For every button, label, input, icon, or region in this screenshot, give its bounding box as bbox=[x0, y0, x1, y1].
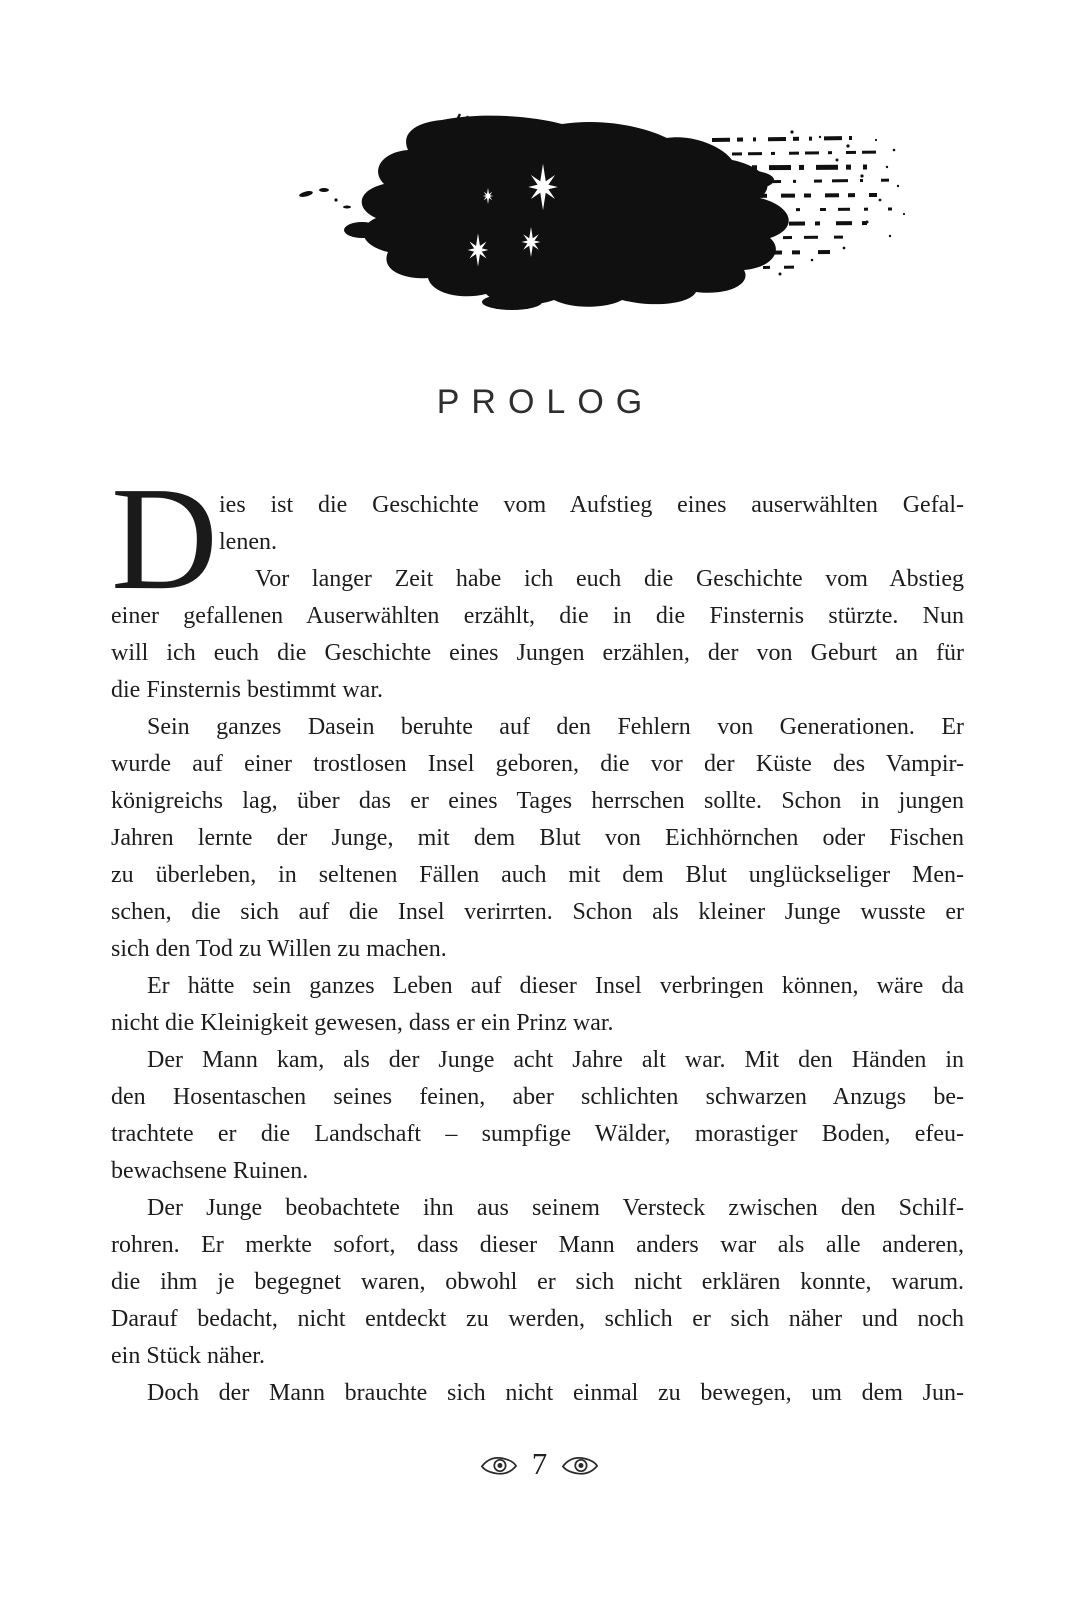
text-line: rohren. Er merkte sofort, dass dieser Mann anders war als alle anderen, bbox=[111, 1232, 964, 1258]
page-number: 7 bbox=[531, 1446, 548, 1481]
text-line: Er hätte sein ganzes Leben auf dieser Insel verbringen können, wäre da bbox=[147, 973, 964, 999]
text-line: ein Stück näher. bbox=[111, 1343, 265, 1369]
text-line: die Finsternis bestimmt war. bbox=[111, 677, 383, 703]
text-line: bewachsene Ruinen. bbox=[111, 1158, 309, 1184]
text-line: sich den Tod zu Willen zu machen. bbox=[111, 936, 447, 962]
ink-brush-art bbox=[292, 110, 912, 310]
chapter-heading: PROLOG bbox=[436, 383, 655, 421]
page-footer bbox=[0, 1446, 1079, 1481]
dropcap-letter: D bbox=[111, 457, 218, 621]
text-line: Doch der Mann brauchte sich nicht einmal zu bewegen, um dem Jun- bbox=[147, 1380, 964, 1406]
text-line: trachtete er die Landschaft – sumpfige Wälder, morastiger Boden, efeu- bbox=[111, 1121, 964, 1147]
eye-icon bbox=[561, 1454, 599, 1477]
text-column bbox=[111, 457, 964, 1412]
text-line: Der Mann kam, als der Junge acht Jahre alt war. Mit den Händen in bbox=[147, 1047, 964, 1073]
text-line: zu überleben, in seltenen Fällen auch mit dem Blut unglückseliger Men- bbox=[111, 862, 964, 888]
brush-blob bbox=[299, 116, 905, 310]
text-line: nicht die Kleinigkeit gewesen, dass er ein Prinz war. bbox=[111, 1010, 614, 1036]
eye-icon bbox=[480, 1454, 518, 1477]
text-line: ies ist die Geschichte vom Aufstieg eines auserwählten Gefal- bbox=[219, 492, 964, 518]
text-line: will ich euch die Geschichte eines Jungen erzählen, der von Geburt an für bbox=[111, 640, 964, 666]
text-line: Vor langer Zeit habe ich euch die Geschichte vom Abstieg bbox=[255, 566, 964, 592]
text-line: die ihm je begegnet waren, obwohl er sich nicht erklären konnte, warum. bbox=[111, 1269, 964, 1295]
text-line: wurde auf einer trostlosen Insel geboren, die vor der Küste des Vampir- bbox=[111, 751, 964, 777]
text-line: königreichs lag, über das er eines Tages herrschen sollte. Schon in jungen bbox=[111, 788, 964, 814]
text-line: Der Junge beobachtete ihn aus seinem Versteck zwischen den Schilf- bbox=[147, 1195, 964, 1221]
text-line: Darauf bedacht, nicht entdeckt zu werden, schlich er sich näher und noch bbox=[111, 1306, 964, 1332]
text-line: den Hosentaschen seines feinen, aber schlichten schwarzen Anzugs be- bbox=[111, 1084, 964, 1110]
text-line: schen, die sich auf die Insel verirrten. Schon als kleiner Junge wusste er bbox=[111, 899, 964, 925]
text-line: Jahren lernte der Junge, mit dem Blut von Eichhörnchen oder Fischen bbox=[111, 825, 964, 851]
text-line: einer gefallenen Auserwählten erzählt, die in die Finsternis stürzte. Nun bbox=[111, 603, 964, 629]
text-line: lenen. bbox=[219, 529, 277, 555]
text-line: Sein ganzes Dasein beruhte auf den Fehlern von Generationen. Er bbox=[147, 714, 964, 740]
